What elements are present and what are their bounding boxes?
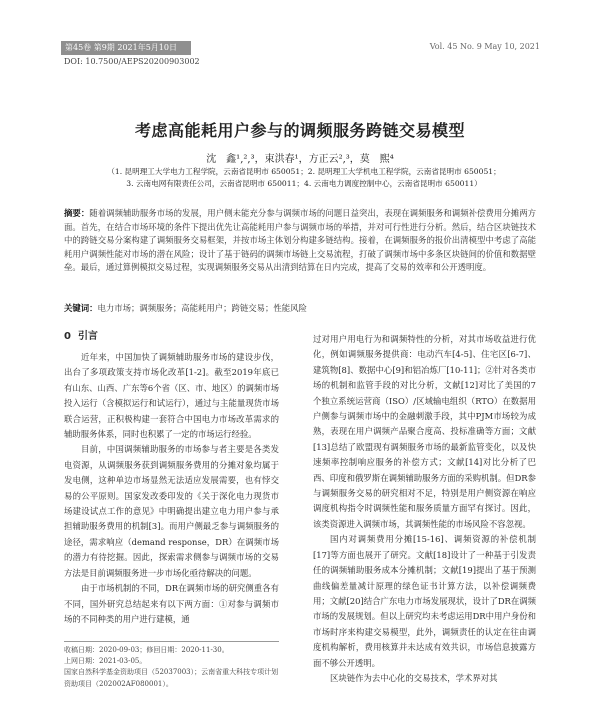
section-heading (64, 330, 279, 344)
footnote-divider (64, 641, 279, 642)
abstract (64, 207, 536, 275)
footnote-funding: 国家自然科学基金资助项目（52037003）；云南省重大科技专项计划资助项目（202002AF080001）。 (64, 668, 279, 688)
paragraph: 目前，中国调频辅助服务的市场参与者主要是各类发电资源，从调频服务获到调频服务费用的分摊对象均属于发电侧，这种单边市场显然无法适应发展需要，也有悖交易的公平原则。国家发改委印发的《关于深化电力现货市场建设试点工作的意见》中明确提出建立电力用户参与承担辅助服务费用的机制[3]。而用户侧最乏参与调频服务的途径，需求响应（demand response，DR）在调频市场的潜力有待挖掘。因此，探索需求侧参与调频市场的交易方法是目前调频服务进一步市场化亟待解决的问题。 (64, 444, 279, 578)
footnote-online: 上网日期：2021-03-05。 (64, 657, 147, 666)
paragraph: 近年来，中国加快了调频辅助服务市场的建设步伐，出台了多项政策支持市场化改革[1-2]。截至2019年底已有山东、山西、广东等6个省（区、市、地区）的调频市场投入运行（含模拟运行和试运行），通过与主能量现货市场联合运营，正积极构建一套符合中国电力市场改革需求的辅助服务体系，同时也积累了一定的市场运行经验。 (64, 352, 279, 440)
paper-title: 考虑高能耗用户参与的调频服务跨链交易模型 (134, 121, 465, 140)
section-title: 引言 (77, 331, 98, 342)
paragraph: 过对用户用电行为和调频特性的分析，对其市场收益进行优化，例如调频服务提供商：电动汽车[4-5]、住宅区[6-7]、建筑物[8]、数据中心[9]和铝冶炼厂[10-11]；②针对各类市场的机制和监管手段的对比分析，文献[12]对比了美国的7个独立系统运营商（ISO）/区域输电组织（RTO）在数据用户侧参与调频市场中的金融刺激手段，其中PJM市场较为成熟，表现在用户调频产品聚合度高、投标准确等方面；文献[13]总结了欧盟现有调频服务市场的最新监管变化，以及快速频率控制响应服务的补偿方式；文献[14]对比分析了巴西、印度和俄罗斯在调频辅助服务方面的采购机制。但DR参与调频服务交易的研究相对不足，特别是用户侧资源在响应调度机构指令时调频性能和服务质量方面罕有探讨。因此，该类资源进入调频市场，其调频性能的市场风险不容忽视。 (313, 334, 536, 529)
paragraph: 由于市场机制的不同，DR在调频市场的研究侧重各有不同，国外研究总结起来有以下两方面：①对参与调频市场的不同种类的用户进行建模，通 (64, 583, 279, 624)
footnote-received: 收稿日期：2020-09-03；修回日期：2020-11-30。 (64, 646, 229, 654)
keywords (64, 302, 536, 314)
affiliation-line: （1. 昆明理工大学电力工程学院，云南省昆明市 650051；2. 昆明理工大学机电工程学院，云南省昆明市 650051； (107, 167, 501, 176)
keywords-label: 关键词： (64, 303, 98, 313)
keywords-text: 电力市场；调频服务；高能耗用户；跨链交易；性能风险 (97, 303, 307, 313)
affiliation-line: 3. 云南电网有限责任公司，云南省昆明市 650011；4. 云南电力调度控制中心，云南省昆明市 650011） (126, 179, 482, 188)
abstract-label: 摘要： (64, 208, 90, 218)
footnotes (64, 645, 284, 690)
paragraph: 国内对调频费用分摊[15-16]、调频资源的补偿机制[17]等方面也展开了研究。文献[18]设计了一种基于引发责任的调频辅助服务成本分摊机制；文献[19]提出了基于预测曲线偏差量减计原理的绿色证书计算方法，以补偿调频费用；文献[20]结合广东电力市场发展现状，设计了DR在调频市场的发展规划。但以上研究均未考虑运用DR中用户身份和市场时序来构建交易模型，此外，调频责任的认定在往由调度机构解析，费用核算并未达成有效共识，市场信息披露方面不够公开透明。 (313, 534, 536, 668)
author-list: 沈 鑫¹,²,³，束洪春¹，方正云²,³，莫 熙⁴ (206, 154, 394, 165)
paragraph: 区块链作为去中心化的交易技术，学术界对其 (330, 672, 498, 683)
abstract-text: 随着调频辅助服务市场的发展，用户侧未能充分参与调频市场的问题日益突出，表现在调频服务和调频补偿费用分摊两方面。首先，在结合市场环境的条件下提出优先让高能耗用户参与调频市场的举措，并对可行性进行分析。然后，结合区块链技术中的跨链交易分案构建了调频服务交易框架，并按市场主体划分构建多链结构。接着，在调频服务的报价出清模型中考虑了高能耗用户调频性能对市场的潜在风险；设计了基于链码的调频市场链上交易流程，打破了调频市场中多条区块链间的价值和数据壁垒。最后，通过算例模拟交易过程，实现调频服务交易从出清到结算在日内完成，提高了交易的效率和公开透明度。 (64, 208, 537, 273)
section-number: 0 (64, 331, 71, 342)
body-column-right (313, 332, 536, 686)
affiliations (64, 166, 544, 190)
journal-volume-header: Vol. 45 No. 9 May 10, 2021 (429, 42, 540, 51)
body-column-left (64, 330, 279, 627)
journal-issue-header: 第45卷 第9期 2021年5月10日 (61, 41, 191, 55)
doi: DOI: 10.7500/AEPS20200903002 (64, 57, 200, 66)
